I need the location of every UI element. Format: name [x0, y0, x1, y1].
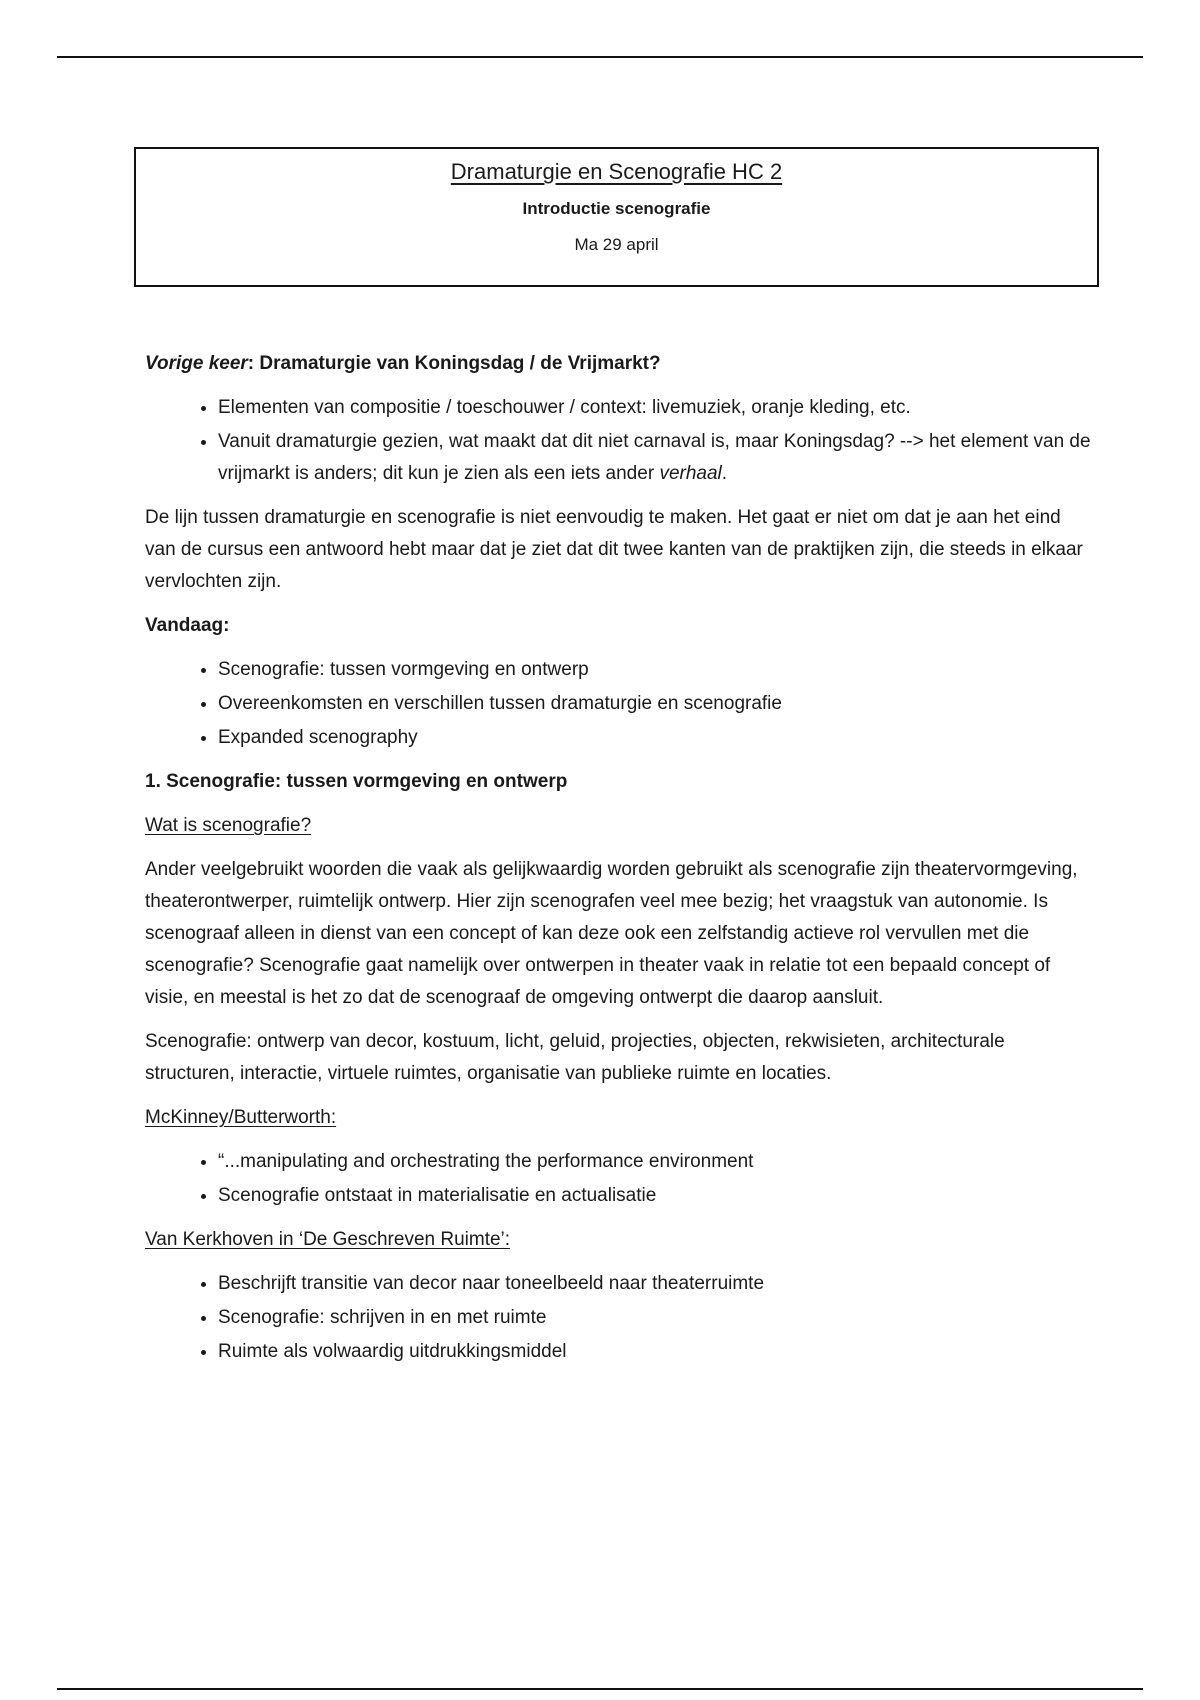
vorige-keer-list [145, 392, 1095, 490]
list-item: • Expanded scenography [218, 722, 1095, 754]
list-item: • Overeenkomsten en verschillen tussen dramaturgie en scenografie [218, 688, 1095, 720]
mckinney-heading: McKinney/Butterworth: [145, 1107, 337, 1128]
vorige-keer-label: Vorige keer [145, 353, 248, 374]
title-box [134, 147, 1099, 287]
section-1-subheading: Wat is scenografie? [145, 815, 312, 836]
list-item: • Vanuit dramaturgie gezien, wat maakt dat dit niet carnaval is, maar Koningsdag? --> het element van de vrijmarkt is anders; dit kun je zien als een iets ander verhaal. [218, 426, 1095, 490]
mckinney-list [145, 1146, 1095, 1212]
page-date: Ma 29 april [574, 235, 659, 254]
list-item: • Scenografie ontstaat in materialisatie en actualisatie [218, 1180, 1095, 1212]
page-subtitle: Introductie scenografie [522, 199, 711, 218]
list-item: • Beschrijft transitie van decor naar toneelbeeld naar theaterruimte [218, 1268, 1095, 1300]
list-item: • “...manipulating and orchestrating the performance environment [218, 1146, 1095, 1178]
section-1-paragraph-2: Scenografie: ontwerp van decor, kostuum, licht, geluid, projecties, objecten, rekwisieten, architecturale structuren, interactie, virtuele ruimtes, organisatie van publieke ruimte en locaties. [145, 1031, 1005, 1084]
list-item: • Scenografie: tussen vormgeving en ontwerp [218, 654, 1095, 686]
vorige-keer-heading [145, 348, 1095, 380]
kerkhoven-heading: Van Kerkhoven in ‘De Geschreven Ruimte’: [145, 1229, 511, 1250]
vandaag-heading: Vandaag: [145, 615, 230, 636]
list-item: • Scenografie: schrijven in en met ruimte [218, 1302, 1095, 1334]
bottom-rule [57, 1688, 1143, 1690]
page-title: Dramaturgie en Scenografie HC 2 [450, 159, 783, 184]
document-body [145, 348, 1095, 1380]
intro-paragraph: De lijn tussen dramaturgie en scenografie is niet eenvoudig te maken. Het gaat er niet om dat je aan het eind van de cursus een antwoord hebt maar dat je ziet dat dit twee kanten van de praktijken zijn, die steeds in elkaar vervlochten zijn. [145, 507, 1083, 592]
list-item: • Ruimte als volwaardig uitdrukkingsmiddel [218, 1336, 1095, 1368]
section-1-heading: 1. Scenografie: tussen vormgeving en ontwerp [145, 771, 568, 792]
vorige-keer-title: : Dramaturgie van Koningsdag / de Vrijmarkt? [247, 353, 661, 374]
kerkhoven-list [145, 1268, 1095, 1368]
list-item: • Elementen van compositie / toeschouwer / context: livemuziek, oranje kleding, etc. [218, 392, 1095, 424]
top-rule [57, 56, 1143, 58]
vandaag-list [145, 654, 1095, 754]
section-1-paragraph-1: Ander veelgebruikt woorden die vaak als gelijkwaardig worden gebruikt als scenografie zijn theatervormgeving, theaterontwerper, ruimtelijk ontwerp. Hier zijn scenografen veel mee bezig; het vraagstuk van autonomie. Is scenograaf alleen in dienst van een concept of kan deze ook een zelfstandig actieve rol vervullen met die scenografie? Scenografie gaat namelijk over ontwerpen in theater vaak in relatie tot een bepaald concept of visie, en meestal is het zo dat de scenograaf de omgeving ontwerpt die daarop aansluit. [145, 859, 1078, 1008]
